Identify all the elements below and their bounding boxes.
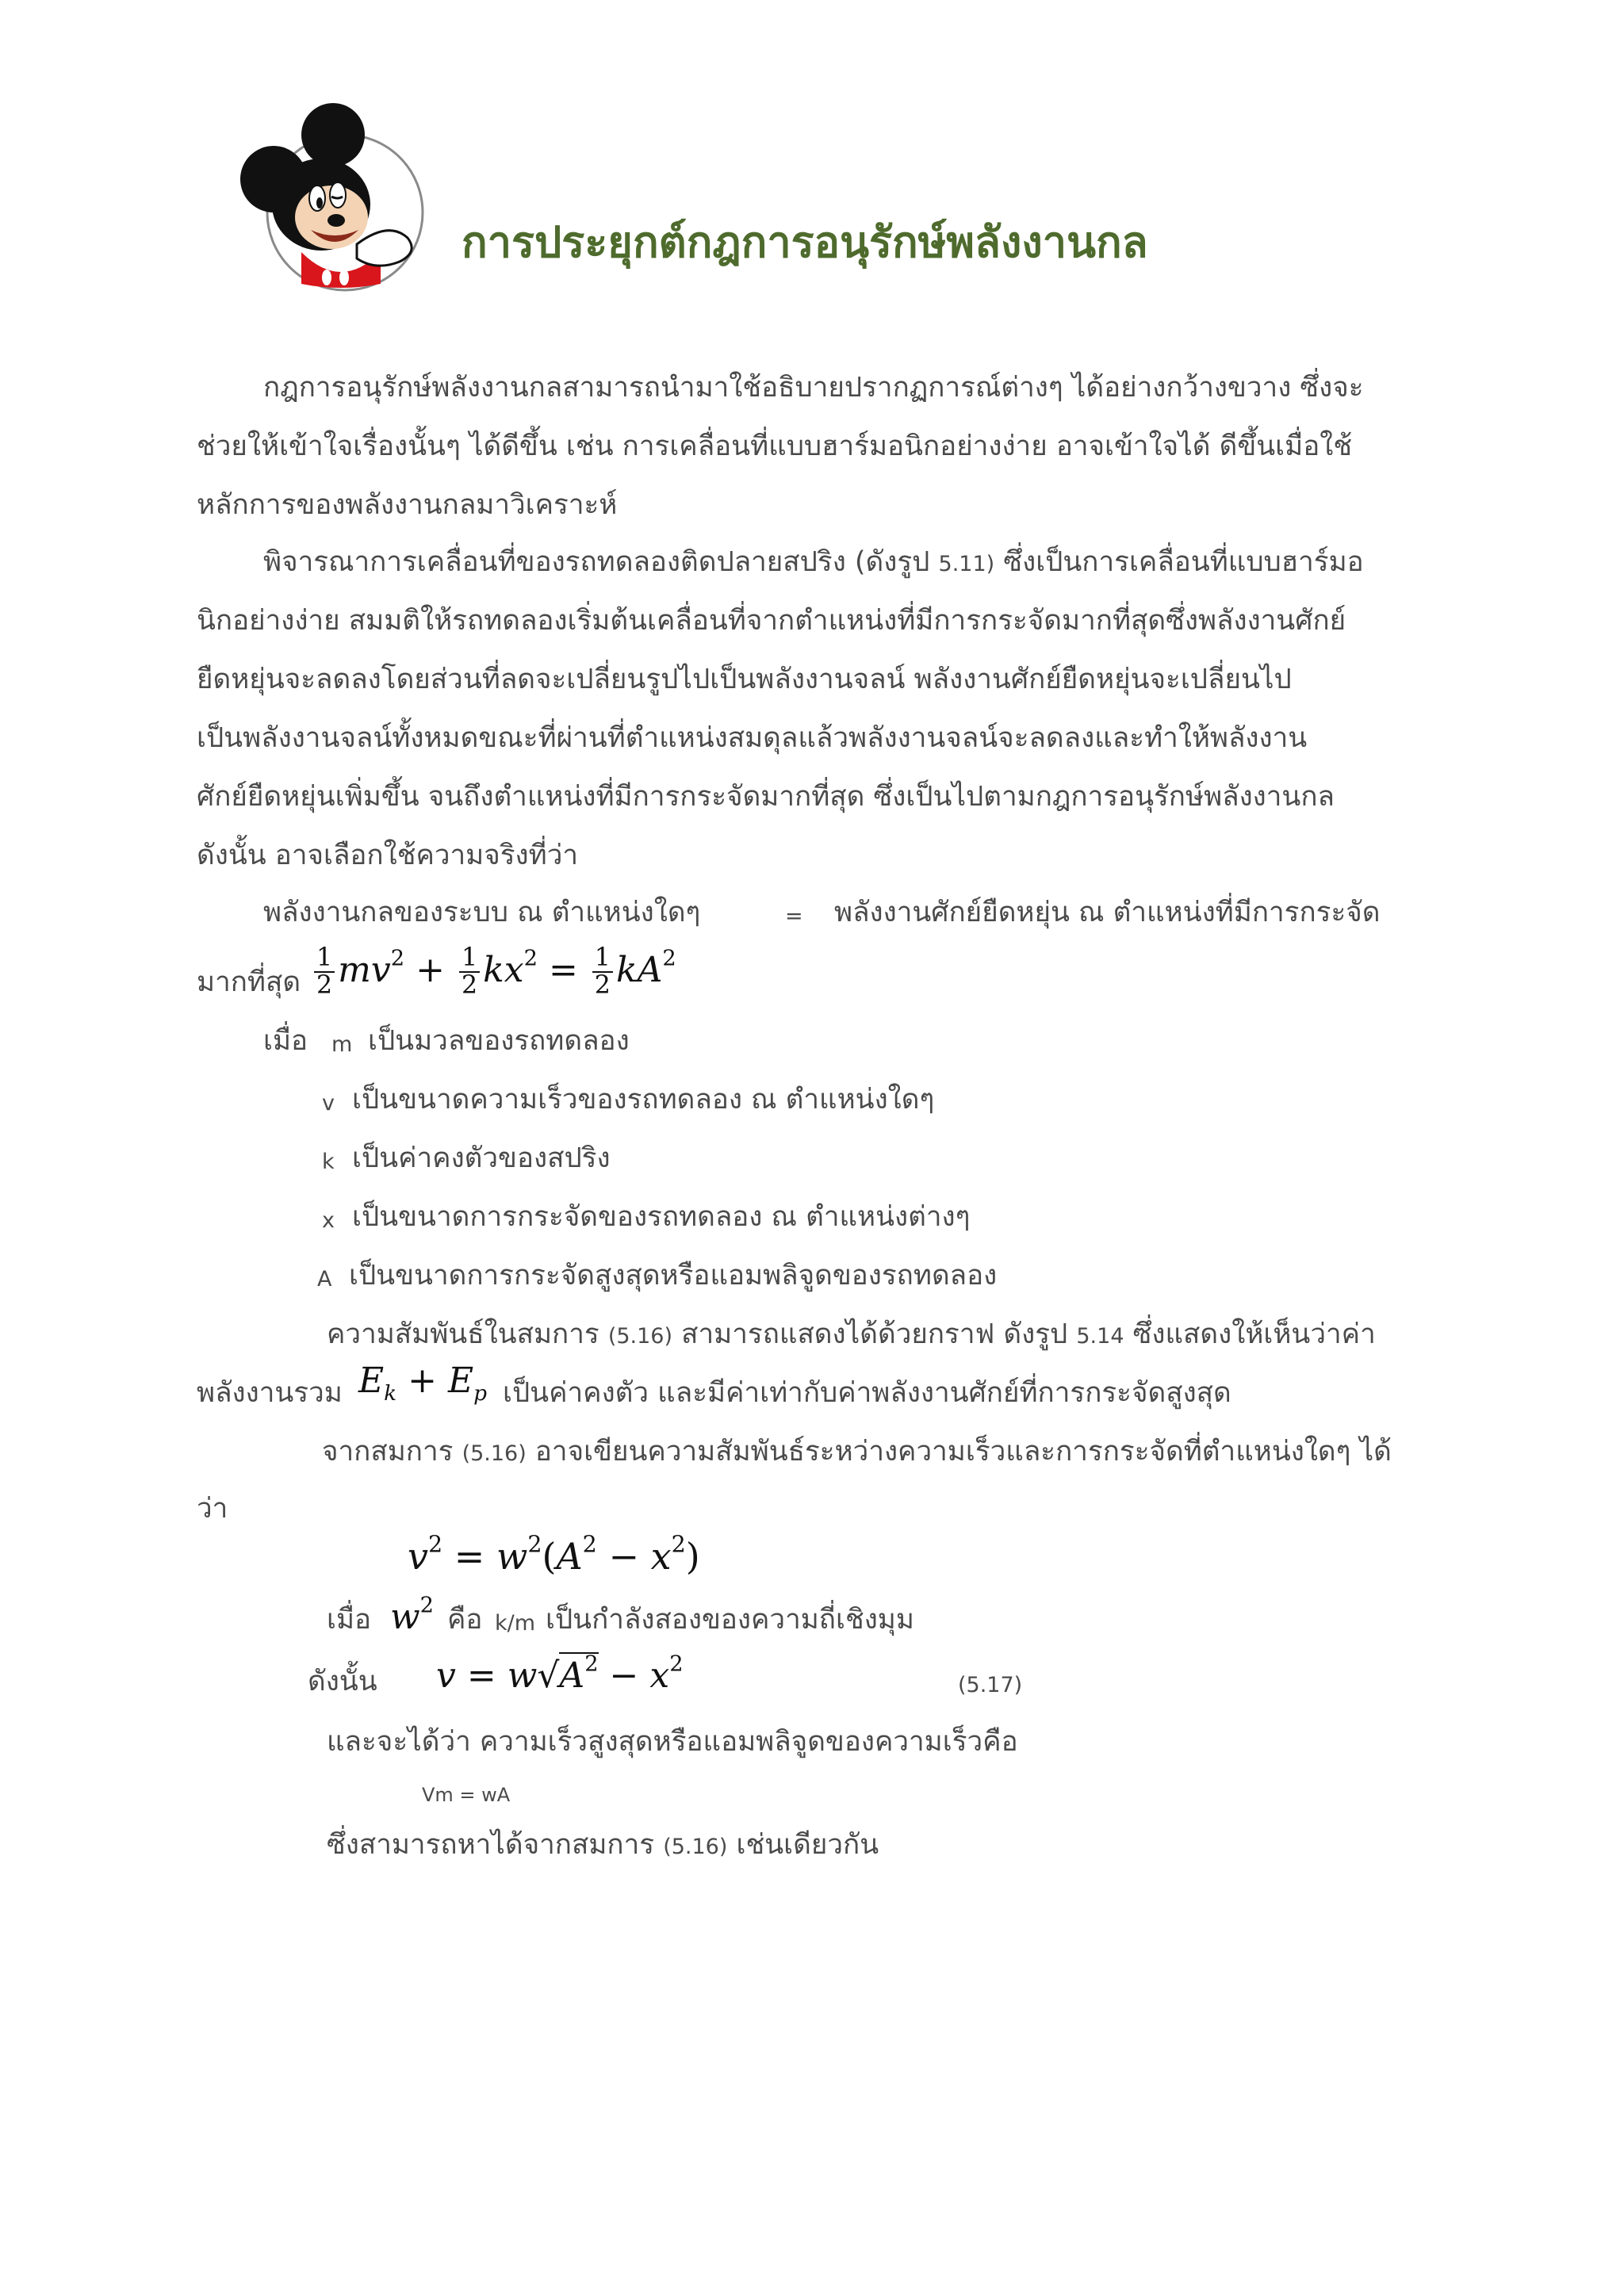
omega-is: คือ xyxy=(447,1604,483,1636)
symbol-m: m xyxy=(331,1032,353,1057)
paragraph-line: ว่า xyxy=(197,1493,228,1525)
omega-squared-symbol: $w^2$ xyxy=(390,1593,435,1637)
paragraph-line xyxy=(263,546,1364,578)
total-energy-formula: $E_k + E_p$ xyxy=(358,1360,487,1406)
paragraph-line: ดังนั้น อาจเลือกใช้ความจริงที่ว่า xyxy=(197,840,579,871)
max-speed-equation: Vm = wA xyxy=(422,1784,511,1806)
paragraph-line: ศักย์ยืดหยุ่นเพิ่มขึ้น จนถึงตำแหน่งที่มีการกระจัดมากที่สุด ซึ่งเป็นไปตามกฎการอนุรักษ์พลังงานกล xyxy=(197,781,1335,813)
energy-equation-prefix: มากที่สุด xyxy=(197,966,301,998)
text: สามารถแสดงได้ด้วยกราฟ ดังรูป xyxy=(681,1318,1068,1350)
paragraph-line: เป็นพลังงานจลน์ทั้งหมดขณะที่ผ่านที่ตำแหน่งสมดุลแล้วพลังงานจลน์จะลดลงและทำให้พลังงาน xyxy=(197,722,1308,754)
symbol-A: A xyxy=(317,1267,332,1292)
text: เช่นเดียวกัน xyxy=(736,1829,879,1861)
paragraph-line: ยืดหยุ่นจะลดลงโดยส่วนที่ลดจะเปลี่ยนรูปไปเป็นพลังงานจลน์ พลังงานศักย์ยืดหยุ่นจะเปลี่ยนไป xyxy=(197,664,1292,695)
paragraph-line: นิกอย่างง่าย สมมติให้รถทดลองเริ่มต้นเคลื่อนที่จากตำแหน่งที่มีการกระจัดมากที่สุดซึ่งพลังงานศักย์ xyxy=(197,605,1346,637)
text: ซึ่งสามารถหาได้จากสมการ xyxy=(327,1829,655,1861)
omega-when: เมื่อ xyxy=(327,1604,372,1636)
velocity-formula: $v = w√A^2 - x^2$ xyxy=(436,1651,684,1696)
energy-equation-left: พลังงานกลของระบบ ณ ตำแหน่งใดๆ xyxy=(263,897,701,928)
paragraph-line: กฎการอนุรักษ์พลังงานกลสามารถนำมาใช้อธิบายปรากฏการณ์ต่างๆ ได้อย่างกว้างขวาง ซึ่งจะ xyxy=(263,372,1364,404)
equation-number: (5.17) xyxy=(958,1673,1023,1697)
text: จากสมการ xyxy=(322,1436,454,1468)
paragraph-line: ช่วยให้เข้าใจเรื่องนั้นๆ ได้ดีขึ้น เช่น การเคลื่อนที่แบบฮาร์มอนิกอย่างง่าย อาจเข้าใจได้ ดีขึ้นเมื่อใช้ xyxy=(197,430,1353,462)
energy-equation-right: พลังงานศักย์ยืดหยุ่น ณ ตำแหน่งที่มีการกระจัด xyxy=(834,897,1381,928)
paragraph-line xyxy=(322,1438,1392,1466)
mickey-mouse-logo xyxy=(238,101,444,292)
definition-m: เป็นมวลของรถทดลอง xyxy=(368,1025,630,1057)
energy-conservation-formula: $\frac{1}{2}$ $mv^2$ + $\frac{1}{2}$ $kx^2$ = $\frac{1}{2}$ $kA^2$ xyxy=(311,945,676,1000)
equation-reference: (5.16) xyxy=(663,1835,728,1859)
max-speed-text: และจะได้ว่า ความเร็วสูงสุดหรือแอมพลิจูดของความเร็วคือ xyxy=(327,1726,1018,1758)
paragraph-line: หลักการของพลังงานกลมาวิเคราะห์ xyxy=(197,489,618,521)
figure-reference: 5.11) xyxy=(938,552,995,576)
equals-sign: = xyxy=(785,904,803,928)
symbol-x: x xyxy=(322,1208,335,1233)
symbol-v: v xyxy=(322,1091,335,1115)
total-energy-label: พลังงานรวม xyxy=(197,1377,343,1409)
definition-k: เป็นค่าคงตัวของสปริง xyxy=(352,1142,611,1174)
paragraph-line: เป็นค่าคงตัว และมีค่าเท่ากับค่าพลังงานศักย์ที่การกระจัดสูงสุด xyxy=(503,1377,1231,1409)
equation-reference: (5.16) xyxy=(462,1441,527,1466)
text: อาจเขียนความสัมพันธ์ระหว่างความเร็วและการกระจัดที่ตำแหน่งใดๆ ได้ xyxy=(534,1436,1392,1468)
definitions-when: เมื่อ xyxy=(263,1025,308,1057)
definition-v: เป็นขนาดความเร็วของรถทดลอง ณ ตำแหน่งใดๆ xyxy=(352,1084,935,1115)
definition-A: เป็นขนาดการกระจัดสูงสุดหรือแอมพลิจูดของรถทดลอง xyxy=(349,1260,998,1292)
text: พิจารณาการเคลื่อนที่ของรถทดลองติดปลายสปริง (ดังรูป xyxy=(263,546,930,578)
figure-reference: 5.14 xyxy=(1076,1324,1124,1349)
definition-x: เป็นขนาดการกระจัดของรถทดลอง ณ ตำแหน่งต่างๆ xyxy=(352,1201,971,1233)
text: ความสัมพันธ์ในสมการ xyxy=(327,1318,599,1350)
text: ซึ่งเป็นการเคลื่อนที่แบบฮาร์มอ xyxy=(1003,546,1364,578)
text: ซึ่งแสดงให้เห็นว่าค่า xyxy=(1132,1318,1376,1350)
velocity-squared-formula: $v^2 = w^2(A^2 - x^2)$ xyxy=(408,1531,700,1578)
paragraph-line xyxy=(327,1831,879,1859)
page-title: การประยุกต์กฎการอนุรักษ์พลังงานกล xyxy=(462,217,1148,267)
paragraph-line xyxy=(327,1318,1376,1350)
equation-reference: (5.16) xyxy=(607,1324,673,1349)
therefore-label: ดังนั้น xyxy=(308,1666,377,1697)
k-over-m: k/m xyxy=(495,1611,536,1636)
symbol-k: k xyxy=(322,1150,335,1174)
omega-description: เป็นกำลังสองของความถี่เชิงมุม xyxy=(546,1604,914,1636)
